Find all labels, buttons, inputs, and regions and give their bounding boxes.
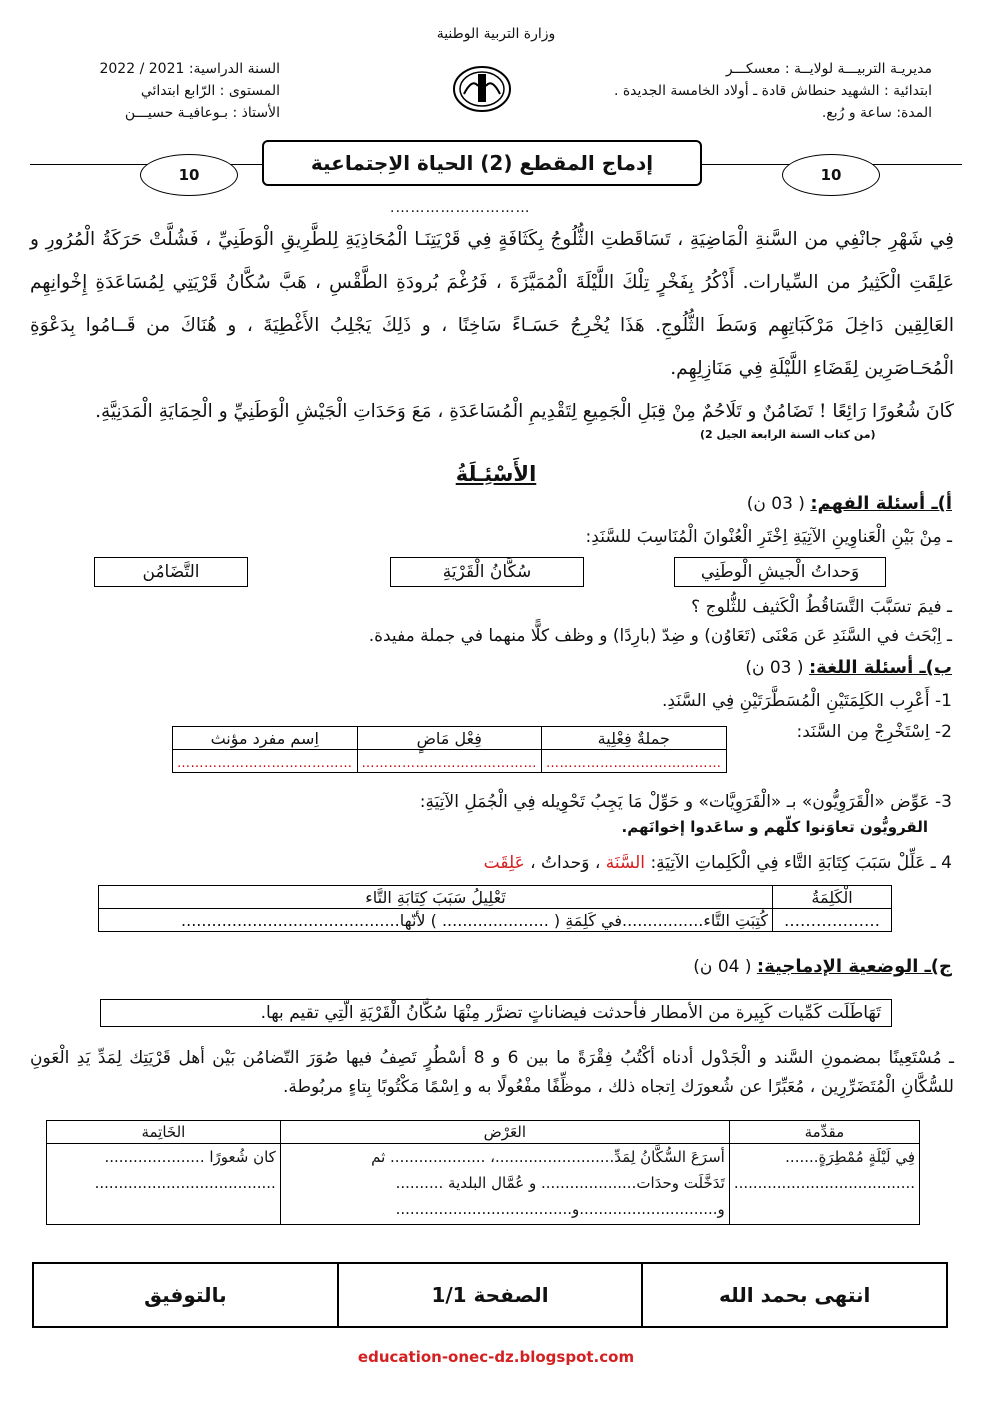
section-a-title: أ)ـ أسئلة الفهم: xyxy=(810,493,952,514)
plan-body-cell[interactable] xyxy=(280,1144,729,1225)
passage-source: (من كتاب السنة الرابعة الجيل 2) xyxy=(700,428,876,441)
teacher: الأستاذ : بـوعافيـة حسيـــن xyxy=(124,105,280,121)
duration: المدة: ساعة و رُبع. xyxy=(821,105,932,121)
word-1: السَّنَة xyxy=(605,853,646,873)
school-year: السنة الدراسية: 2021 / 2022 xyxy=(99,61,280,77)
plan-intro-cell[interactable] xyxy=(729,1144,919,1225)
title-option-2: سُكَّانُ الْقَرْيَةِ xyxy=(390,557,584,587)
question-b3-sentence: القرويُّون تعاوَنوا كلّهم و ساعَدوا إخوانَهم. xyxy=(621,818,928,836)
footer xyxy=(32,1262,948,1328)
reason-header-reason: تَعْلِيلُ سَبَبَ كِتَابَةِ التَّاء xyxy=(99,886,773,909)
reason-answer-word[interactable] xyxy=(773,909,892,932)
question-b4-text: 4 ـ عَلِّلْ سَبَبَ كِتَابَةِ التَّاء فِي الْكَلِماتِ الآتِيَةِ: xyxy=(650,853,952,873)
footer-luck: بالتوفيق xyxy=(144,1283,227,1307)
plan-header-end: الخَاتِمة xyxy=(47,1121,281,1144)
website-link[interactable]: education-onec-dz.blogspot.com xyxy=(357,1348,635,1366)
section-b-title: ب)ـ أسئلة اللغة: xyxy=(808,657,952,678)
directorate: مديريـة التربيـــة لولايــة : معسكـــر xyxy=(725,61,932,77)
extract-answer-noun[interactable] xyxy=(173,750,358,773)
passage xyxy=(30,218,954,433)
question-b4: 4 ـ عَلِّلْ سَبَبَ كِتَابَةِ التَّاء فِي الْكَلِماتِ الآتِيَةِ: السَّنَة ، وَحداتُ ، عَلِقَت xyxy=(483,853,952,873)
questions-title: الأَسْئِـلَةُ xyxy=(455,462,537,486)
plan-header-body: العَرْض xyxy=(280,1121,729,1144)
answer-dots: ………………………………… xyxy=(177,755,353,771)
passage-paragraph-1: فِي شَهْرِ جانْفِي من السَّنةِ الْمَاضِيَةِ ، تَسَاقَطتِ الثُّلُوجُ بِكَثَافَةٍ فِي قَرْيَتِنَـا الْمُحَاذِيَةِ لِلطَّرِيقِ الْوَطَنِيِّ ، فَشُلَّتْ حَرَكَةُ الْمُرُورِ و عَلِقَتِ الْكَثِيرُ من السِّيارات. أَذْكُرُ بِفَخْرٍ تِلْكَ اللَّيْلَةَ الْمُمَيَّزَةَ ، فَرُغْمَ بُرودَةِ الطَّقْسِ ، هَبَّ سُكَّانُ قَرْيَتِي لِمُسَاعَدَةِ إِخْوانِهِم العَالِقِين دَاخِلَ مَرْكَبَاتِهِم وَسَطَ الثُّلُوجِ. هَذَا يُخْرِجُ حَسَـاءً سَاخِنًا ، و ذَلِكَ يَجْلِبُ الأَغْطِيَةَ ، و هُنَاكَ من قَــامُوا بِدَعْوَةِ الْمُحَـاصَرِين لِقَضَاءِ اللَّيْلَةِ فِي مَنَازِلِهِم. xyxy=(30,229,954,379)
extract-answer-verb[interactable] xyxy=(357,750,542,773)
reason-text: كُتِبَتِ التَّاء................في كَلِمَةِ ( ..................... ) لأنّها........................................... xyxy=(181,910,768,930)
header-left xyxy=(80,58,280,124)
situation-box: تَهَاطَلَت كَمِّيات كَبِيرة من الأمطار فأحدثت فيضاناتٍ تضرَّر مِنْهَا سُكَّانُ الْقَرْيَةِ الّتِي تقيم بها. xyxy=(100,999,892,1027)
question-b3: 3- عَوِّض «الْقَرَوِيُّون» بـ «الْقَرَوِيَّات» و حَوِّلْ مَا يَجِبُ تَحْوِيله فِي الْجُمَلِ الآتِيَةِ: xyxy=(419,792,952,812)
plan-end: كان شُعورًا ..................... xyxy=(104,1148,276,1166)
footer-end: انتهى بحمد الله xyxy=(641,1264,946,1326)
exam-title: إدماج المقطع (2) الحياة الاِجتماعية xyxy=(262,140,702,186)
reason-header-word: الْكَلِمَةُ xyxy=(773,886,892,909)
extract-table xyxy=(172,726,727,773)
plan-header-intro: مقدِّمة xyxy=(729,1121,919,1144)
plan-intro-dots: ...................................... xyxy=(733,1174,915,1192)
extract-header-noun: اِسم مفرد مؤنث xyxy=(173,727,358,750)
ministry-name: وزارة التربية الوطنية xyxy=(436,26,556,42)
reason-table xyxy=(98,885,892,932)
plan-intro: فِي لَيْلَةٍ مُمْطِرَةٍ....... xyxy=(785,1148,915,1166)
section-c-heading xyxy=(693,956,952,977)
title-option-3: التَّضَامُن xyxy=(94,557,248,587)
plan-body-line-1: أسرَعَ السُّكَّانُ لِمَدِّ.........................، .................... ثم xyxy=(371,1148,725,1166)
passage-title-blank: ………………………. xyxy=(390,200,531,216)
question-b1: 1- أَعْرِب الكَلِمَتَيْنِ الْمُسَطَّرَتَيْنِ فِي السَّنَدِ. xyxy=(661,691,952,711)
section-a-heading xyxy=(747,493,952,514)
reason-answer-text[interactable] xyxy=(99,909,773,932)
level: المستوى : الرّابع ابتدائي xyxy=(140,83,280,99)
plan-end-cell[interactable] xyxy=(47,1144,281,1225)
section-c-points: ( 04 ن) xyxy=(693,957,752,977)
plan-body-line-2: تَدَخَّلَت وحدَات.................... و عُمَّال البلدية .......... xyxy=(395,1174,725,1192)
score-right: 10 xyxy=(782,154,880,196)
word-2: وَحداتُ xyxy=(541,853,590,873)
title-option-1: وَحداتُ الْجيشِ الْوطَنِي xyxy=(674,557,886,587)
answer-dots: ………………………………… xyxy=(546,755,722,771)
task-text: ـ مُسْتَعِينًا بمضمونِ السَّند و الْجَدْول أدناه أكْتُبُ فِقْرَةً ما بين 6 و 8 أسْطُرٍ تَصِفُ فيها صُوَرَ التّضامُن بَيْن أهل قَرْيَتِك لِمَدِّ يَدِ الْعَونِ للسُّكَّانِ الْمُتَضَرِّرِين ، مُعَبِّرًا عن شُعورَك اِتجاه ذلك ، موظِّفًا مفْعُولًا به و اِسْمًا مَكْتُوبًا بِتاءٍ مربُوطة. xyxy=(30,1048,954,1097)
question-b2: 2- اِسْتَخْرِجْ مِن السَّنَد: xyxy=(796,722,952,742)
section-b-heading xyxy=(745,657,952,678)
word-3: عَلِقَت xyxy=(483,853,525,873)
footer-page: الصفحة 1/1 xyxy=(337,1264,642,1326)
ministry-logo-icon xyxy=(452,64,512,114)
score-left: 10 xyxy=(140,154,238,196)
section-a-points: ( 03 ن) xyxy=(746,494,805,514)
question-a2: ـ فيمَ تسَبَّبَ التَّسَاقُطُ الْكَثيف للثُّلوج ؟ xyxy=(691,597,952,617)
question-a3: ـ اِبْحَث في السَّنَدِ عَن مَعْنَى (تَعَاوُن) و ضِدّ (بارِدًا) و وظف كلًّا منهما في جملة مفيدة. xyxy=(368,626,952,646)
extract-header-verb: فِعْل مَاضٍ xyxy=(357,727,542,750)
plan-table xyxy=(46,1120,920,1225)
section-b-points: ( 03 ن) xyxy=(745,658,804,678)
header-right xyxy=(614,58,932,124)
reason-word-dots: ……………… xyxy=(784,910,880,930)
question-a1: ـ مِنْ بَيْنِ الْعَناوِينِ الآتِيَةِ اِخْتَرِ الْعُنْوانَ الْمُنَاسِبَ للسَّنَدِ: xyxy=(585,527,952,547)
extract-header-sentence: جملةٌ فِعْلِية xyxy=(542,727,727,750)
answer-dots: ………………………………… xyxy=(361,755,537,771)
section-c-title: ج)ـ الوضعية الإدماجية: xyxy=(756,956,952,977)
passage-paragraph-2: كَانَ شُعُورًا رَائِعًا ! تَضَامُنٌ و تَلَاحُمٌ مِنْ قِبَلِ الْجَمِيعِ لِتَقْدِيمِ الْمُسَاعَدَةِ ، مَعَ وَحَدَاتِ الْجَيْشِ الْوَطَنِيِّ و الْحِمَايَةِ الْمَدَنِيَّةِ. xyxy=(95,401,954,422)
plan-end-dots: ...................................... xyxy=(94,1174,276,1192)
plan-body-line-3: و.............................و..................................... xyxy=(395,1200,725,1218)
school-name: ابتدائية : الشهيد حنطاش قادة ـ أولاد الخامسة الجديدة . xyxy=(613,83,932,99)
extract-answer-sentence[interactable] xyxy=(542,750,727,773)
